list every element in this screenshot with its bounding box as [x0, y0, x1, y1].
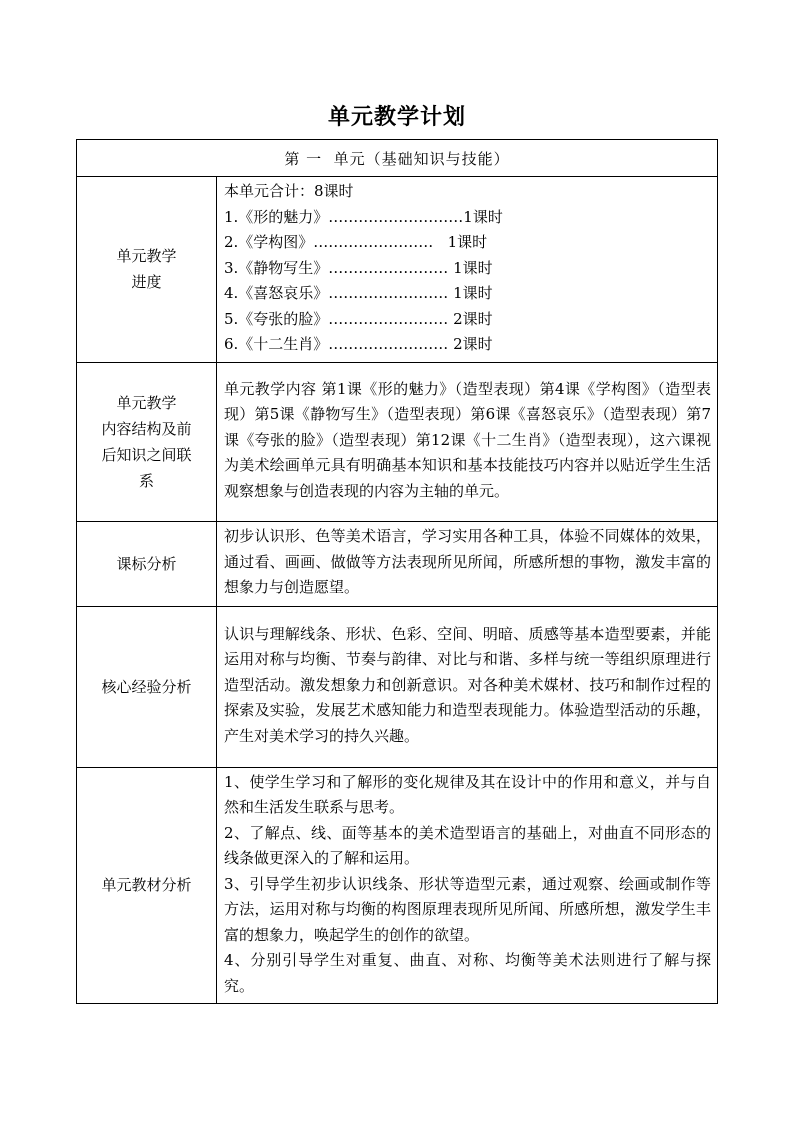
progress-row: [77, 177, 718, 363]
page-title: 单元教学计划: [327, 104, 466, 130]
progress-label-line: 进度: [131, 273, 162, 292]
progress-label: [77, 177, 217, 363]
progress-item: 2.《学构图》…………………… 1课时: [224, 233, 488, 251]
material-row: [77, 767, 718, 1004]
material-paragraph: 3、引导学生初步认识线条、形状等造型元素，通过观察、绘画或制作等方法，运用对称与均衡的构图原理表现所见所闻、所感所想，激发学生丰富的想象力，唤起学生的创作的欲望。: [224, 874, 711, 944]
progress-item: 4.《喜怒哀乐》…………………… 1课时: [224, 284, 493, 302]
progress-item: 3.《静物写生》…………………… 1课时: [224, 258, 493, 277]
material-label: 单元教材分析: [77, 767, 217, 1004]
unit-plan-table: [76, 139, 718, 1004]
progress-label-line: 单元教学: [116, 247, 177, 266]
structure-label: [77, 362, 217, 521]
structure-label-line: 单元教学: [116, 393, 177, 412]
material-paragraph: 4、分别引导学生对重复、曲直、对称、均衡等美术法则进行了解与探究。: [224, 951, 711, 995]
progress-total: 本单元合计：8课时: [224, 182, 354, 200]
core-content: 认识与理解线条、形状、色彩、空间、明暗、质感等基本造型要素，并能运用对称与均衡、节奏与韵律、对比与和谐、多样与统一等组织原理进行造型活动。激发想象力和创新意识。对各种美术媒材、技巧和制作过程的探索及实验，发展艺术感知能力和造型表现能力。体验造型活动的乐趣，产生对美术学习的持久兴趣。: [217, 606, 718, 767]
material-content: [217, 767, 718, 1004]
structure-content: 单元教学内容 第1课《形的魅力》（造型表现）第4课《学构图》（造型表现）第5课《静物写生》（造型表现）第6课《喜怒哀乐》（造型表现）第7课《夸张的脸》（造型表现）第12课《十二生肖》（造型表现），这六课视为美术绘画单元具有明确基本知识和基本技能技巧内容并以贴近学生生活观察想象与创造表现的内容为主轴的单元。: [217, 362, 718, 521]
progress-item: 5.《夸张的脸》…………………… 2课时: [224, 309, 493, 328]
structure-label-line: 系: [138, 471, 154, 490]
structure-row: [77, 362, 718, 521]
unit-header: 第 一 单元（基础知识与技能）: [77, 140, 718, 177]
structure-label-line: 内容结构及前: [101, 419, 192, 438]
standard-content: 初步认识形、色等美术语言，学习实用各种工具，体验不同媒体的效果，通过看、画画、做做等方法表现所见所闻，所感所想的事物，激发丰富的想象力与创造愿望。: [217, 521, 718, 606]
material-paragraph: 2、了解点、线、面等基本的美术造型语言的基础上，对曲直不同形态的线条做更深入的了解和运用。: [224, 823, 711, 867]
core-row: [77, 606, 718, 767]
structure-label-line: 后知识之间联: [101, 445, 192, 464]
standard-row: [77, 521, 718, 606]
core-label: 核心经验分析: [77, 606, 217, 767]
unit-header-row: [77, 140, 718, 177]
material-paragraph: 1、使学生学习和了解形的变化规律及其在设计中的作用和意义，并与自然和生活发生联系与思考。: [224, 772, 711, 816]
progress-item: 1.《形的魅力》………………………1课时: [224, 207, 503, 226]
progress-item: 6.《十二生肖》…………………… 2课时: [224, 335, 493, 353]
progress-content: [217, 177, 718, 363]
standard-label: 课标分析: [77, 521, 217, 606]
